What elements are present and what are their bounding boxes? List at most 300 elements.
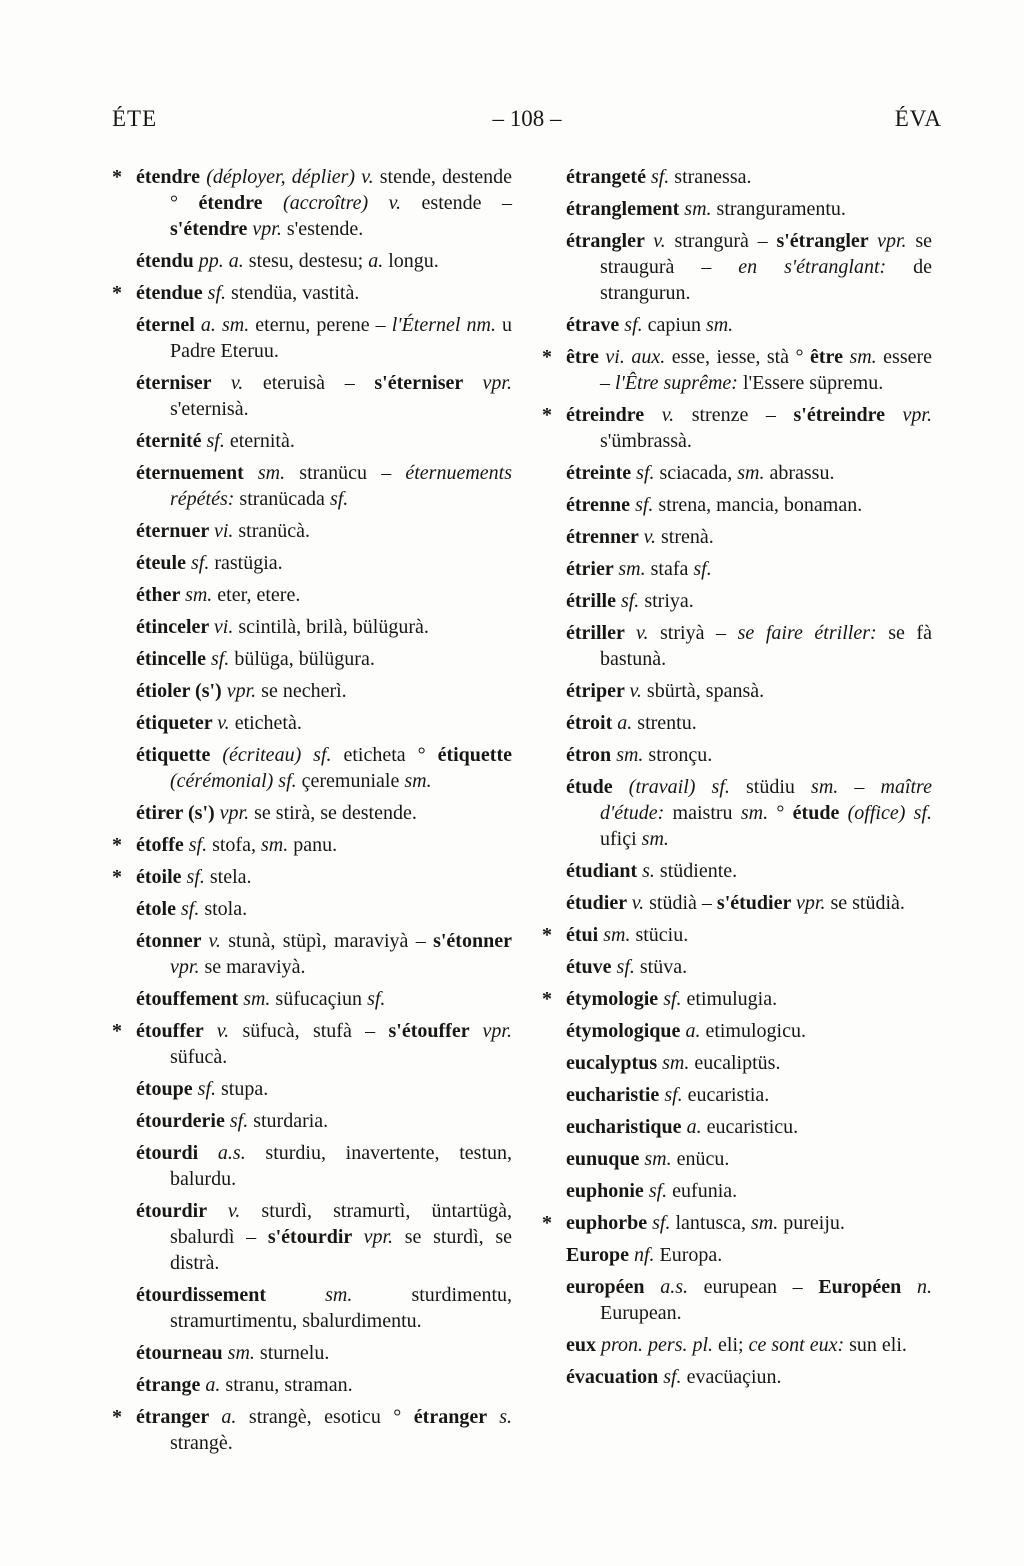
grammar-label: pp. a. <box>198 250 249 272</box>
headword: étranger <box>413 1406 500 1428</box>
grammar-label: sf. <box>197 1078 222 1100</box>
dictionary-entry <box>112 614 512 640</box>
translation-text: eli; <box>718 1334 749 1356</box>
headword: évacuation <box>566 1366 664 1388</box>
dictionary-entry <box>542 556 932 582</box>
translation-text: essere – <box>600 346 933 394</box>
translation-text: eucaristia. <box>687 1084 770 1106</box>
grammar-label: sm. <box>684 198 717 220</box>
dictionary-entry <box>542 164 932 190</box>
translation-text: Eurupean. <box>600 1302 682 1324</box>
translation-text: çeremuniale <box>301 770 405 792</box>
grammar-label: n. <box>917 1276 932 1298</box>
headword: s'étrangler <box>776 230 878 252</box>
dictionary-entry <box>112 710 512 736</box>
grammar-label: a. <box>221 1406 249 1428</box>
translation-text: enücu. <box>676 1148 730 1170</box>
dictionary-entry <box>112 248 512 274</box>
dictionary-entry <box>542 524 932 550</box>
dictionary-entry <box>112 428 512 454</box>
headword: étrille <box>566 590 621 612</box>
translation-text: – <box>854 776 881 798</box>
headword: être <box>566 346 606 368</box>
grammar-label: vpr. <box>482 1020 512 1042</box>
headword: étrange <box>136 1374 206 1396</box>
grammar-label: sf. <box>210 648 235 670</box>
headword: étranger <box>136 1406 222 1428</box>
dictionary-entry <box>112 928 512 980</box>
grammar-label: (accroître) v. <box>283 192 422 214</box>
dictionary-entry <box>542 858 932 884</box>
translation-text: stela. <box>209 866 252 888</box>
translation-text: stüdiente. <box>659 860 738 882</box>
headword: s'étreindre <box>793 404 903 426</box>
headword: étourdi <box>136 1142 218 1164</box>
dictionary-entry <box>112 1372 512 1398</box>
grammar-label: sm. <box>243 988 276 1010</box>
grammar-label: (office) sf. <box>847 802 933 824</box>
translation-text: stüva. <box>639 956 688 978</box>
dictionary-entry <box>112 1198 512 1276</box>
dictionary-entry <box>542 954 932 980</box>
translation-text: eticheta ° <box>343 744 438 766</box>
grammar-label: sf. <box>635 494 659 516</box>
grammar-label: v. <box>653 230 675 252</box>
translation-text: s'estende. <box>286 218 364 240</box>
grammar-label: (déployer, déplier) v. <box>206 166 380 188</box>
translation-text: stüciu. <box>635 924 689 946</box>
translation-text: maistru <box>672 802 741 824</box>
translation-text: stranücà. <box>238 520 311 542</box>
headword: étrangler <box>566 230 654 252</box>
dictionary-entry <box>542 402 932 454</box>
grammar-label: v. <box>217 712 235 734</box>
grammar-label: sf. <box>663 988 687 1010</box>
translation-text: sun eli. <box>849 1334 907 1356</box>
translation-text: se sturdì, se distrà. <box>170 1226 512 1274</box>
grammar-label: sm. <box>811 776 855 798</box>
grammar-label: v. <box>631 892 650 914</box>
homograph-star-icon: * <box>112 282 122 304</box>
headword: eucalyptus <box>566 1052 663 1074</box>
headword: étendre <box>198 192 284 214</box>
headword: étranglement <box>566 198 685 220</box>
dictionary-entry <box>112 518 512 544</box>
headword: étonner <box>136 930 209 952</box>
translation-text: stranu, straman. <box>225 1374 353 1396</box>
translation-text: stüdiu <box>746 776 812 798</box>
grammar-label: sm. <box>740 802 777 824</box>
translation-text: se necherì. <box>261 680 347 702</box>
grammar-label: sf. <box>693 558 712 580</box>
headword: étude <box>566 776 629 798</box>
grammar-label: éternuements répétés: <box>170 462 512 510</box>
translation-text: strangurà – <box>674 230 777 252</box>
translation-text: strangè, esoticu ° <box>248 1406 414 1428</box>
translation-text: pureiju. <box>783 1212 845 1234</box>
dictionary-entry <box>542 1242 932 1268</box>
headword: étiquette <box>437 744 512 766</box>
dictionary-entry <box>112 1282 512 1334</box>
headword: s'étendre <box>170 218 253 240</box>
headword: eunuque <box>566 1148 645 1170</box>
dictionary-entry <box>112 1018 512 1070</box>
headword: étude <box>792 802 848 824</box>
grammar-label: sm. <box>325 1284 412 1306</box>
grammar-label: sf. <box>650 166 675 188</box>
headword: étrier <box>566 558 619 580</box>
headword: étole <box>136 898 181 920</box>
headword: étinceler <box>136 616 214 638</box>
translation-text: strenze – <box>691 404 794 426</box>
dictionary-entry <box>542 890 932 916</box>
translation-text: se stüdià. <box>830 892 905 914</box>
translation-text: Europa. <box>659 1244 723 1266</box>
grammar-label: sf. <box>367 988 386 1010</box>
translation-text: scintilà, brilà, bülügurà. <box>238 616 429 638</box>
dictionary-entry <box>542 620 932 672</box>
translation-text: strentu. <box>637 712 697 734</box>
translation-text: rastügia. <box>214 552 283 574</box>
headword: étoupe <box>136 1078 198 1100</box>
grammar-label: a.s. <box>217 1142 266 1164</box>
translation-text: etimulogicu. <box>705 1020 806 1042</box>
translation-text: stüdià – <box>649 892 717 914</box>
translation-text: ufiçi <box>600 828 642 850</box>
dictionary-entry <box>542 588 932 614</box>
grammar-label: (travail) sf. <box>628 776 747 798</box>
homograph-star-icon: * <box>112 1020 122 1042</box>
dictionary-entry <box>112 550 512 576</box>
grammar-label: sm. <box>737 462 770 484</box>
translation-text: eternu, perene – <box>255 314 392 336</box>
headword: euphonie <box>566 1180 649 1202</box>
headword: étourneau <box>136 1342 228 1364</box>
grammar-label: sm. <box>618 558 651 580</box>
grammar-label: maître d'étude: <box>600 776 932 824</box>
grammar-label: sm. <box>227 1342 260 1364</box>
translation-text: stranessa. <box>674 166 752 188</box>
grammar-label: v. <box>629 680 647 702</box>
homograph-star-icon: * <box>542 404 552 426</box>
dictionary-entry <box>112 582 512 608</box>
grammar-label: sm. <box>616 744 649 766</box>
dictionary-entry <box>112 370 512 422</box>
headword: étriller <box>566 622 637 644</box>
headword: étymologique <box>566 1020 686 1042</box>
translation-text: stronçu. <box>648 744 713 766</box>
grammar-label: sf. <box>664 1084 688 1106</box>
dictionary-entry <box>112 1076 512 1102</box>
translation-text: stupa. <box>221 1078 269 1100</box>
dictionary-entry <box>112 460 512 512</box>
headword: étudier <box>566 892 632 914</box>
grammar-label: vpr. <box>363 1226 405 1248</box>
dictionary-entry <box>112 312 512 364</box>
grammar-label: a. <box>685 1020 706 1042</box>
headword: éterniser <box>136 372 231 394</box>
headword: euphorbe <box>566 1212 653 1234</box>
grammar-label: pron. pers. pl. <box>601 1334 719 1356</box>
translation-text: stofa, <box>212 834 261 856</box>
translation-text: strenà. <box>660 526 714 548</box>
headword: éternuement <box>136 462 258 484</box>
dictionary-entry <box>112 164 512 242</box>
translation-text: u Padre Eteruu. <box>170 314 512 362</box>
dictionary-entry <box>542 1050 932 1076</box>
dictionary-entry <box>112 800 512 826</box>
translation-text: striyà – <box>660 622 738 644</box>
grammar-label: sm. <box>260 834 294 856</box>
headword: étourdir <box>136 1200 228 1222</box>
headword: étendu <box>136 250 199 272</box>
translation-text: stranguramentu. <box>716 198 846 220</box>
headword: éteule <box>136 552 191 574</box>
dictionary-entry <box>542 742 932 768</box>
translation-text: süfucà. <box>170 1046 228 1068</box>
grammar-label: sf. <box>206 430 230 452</box>
translation-text: sturdì, stramurtì, üntartügà, sbalurdì – <box>170 1200 512 1248</box>
translation-text: se stirà, se destende. <box>254 802 417 824</box>
dictionary-entry <box>542 312 932 338</box>
translation-text: stunà, stüpì, maraviyà – <box>228 930 434 952</box>
translation-text: stendüa, vastità. <box>231 282 360 304</box>
grammar-label: ce sont eux: <box>748 1334 850 1356</box>
grammar-label: sm. <box>603 924 636 946</box>
dictionary-entry <box>112 1140 512 1192</box>
translation-text: etichetà. <box>234 712 302 734</box>
translation-text: eternità. <box>229 430 295 452</box>
translation-text: eter, etere. <box>217 584 301 606</box>
grammar-label: a. <box>617 712 638 734</box>
grammar-label: (cérémonial) sf. <box>170 770 302 792</box>
grammar-label: sm. <box>662 1052 695 1074</box>
homograph-star-icon: * <box>542 924 552 946</box>
dictionary-entry <box>112 742 512 794</box>
grammar-label: sm. <box>705 314 734 336</box>
dictionary-entry <box>112 986 512 1012</box>
translation-text: sciacada, <box>659 462 738 484</box>
grammar-label: sf. <box>663 1366 687 1388</box>
headword: éther <box>136 584 186 606</box>
grammar-label: a. <box>686 1116 707 1138</box>
homograph-star-icon: * <box>112 834 122 856</box>
headword: éternuer <box>136 520 214 542</box>
translation-text: s'eternisà. <box>170 398 249 420</box>
grammar-label: sf. <box>648 1180 673 1202</box>
headword: étourderie <box>136 1110 230 1132</box>
translation-text: stende, destende ° <box>170 166 512 214</box>
dictionary-entry <box>542 492 932 518</box>
translation-text: s'ümbrassà. <box>600 430 692 452</box>
dictionary-entry <box>112 1108 512 1134</box>
dictionary-entry <box>112 280 512 306</box>
homograph-star-icon: * <box>112 866 122 888</box>
headword: éternel <box>136 314 201 336</box>
translation-text: stola. <box>204 898 248 920</box>
translation-text: l'Essere süpremu. <box>742 372 884 394</box>
dictionary-entry <box>112 1340 512 1366</box>
dictionary-entry <box>542 228 932 306</box>
translation-text: capiun <box>647 314 706 336</box>
grammar-label: sm. <box>849 346 884 368</box>
grammar-label: a.s. <box>660 1276 704 1298</box>
headword: Européen <box>818 1276 917 1298</box>
headword: étoile <box>136 866 187 888</box>
grammar-label: vpr. <box>226 680 262 702</box>
translation-text: sturdaria. <box>253 1110 329 1132</box>
grammar-label: (écriteau) sf. <box>222 744 344 766</box>
translation-text: panu. <box>293 834 338 856</box>
translation-text: esse, iesse, stà ° <box>671 346 811 368</box>
translation-text: eucaristicu. <box>706 1116 799 1138</box>
headword: étiqueter <box>136 712 218 734</box>
grammar-label: sf. <box>188 834 213 856</box>
dictionary-entry <box>112 832 512 858</box>
translation-text: strena, mancia, bonaman. <box>658 494 863 516</box>
translation-text: abrassu. <box>769 462 835 484</box>
headword: eucharistique <box>566 1116 687 1138</box>
translation-text: bülüga, bülügura. <box>234 648 375 670</box>
translation-text: sturdiu, inavertente, testun, balurdu. <box>170 1142 512 1190</box>
grammar-label: s. <box>499 1406 513 1428</box>
dictionary-entry <box>112 896 512 922</box>
headword: étriper <box>566 680 630 702</box>
headword: étouffer <box>136 1020 217 1042</box>
homograph-star-icon: * <box>112 1406 122 1428</box>
translation-text: sturdimentu, stramurtimentu, sbalurdimentu. <box>170 1284 512 1332</box>
headword: étouffement <box>136 988 244 1010</box>
dictionary-entry <box>542 1018 932 1044</box>
homograph-star-icon: * <box>542 988 552 1010</box>
headword: étirer (s') <box>136 802 220 824</box>
grammar-label: v. <box>661 404 692 426</box>
headword: étioler (s') <box>136 680 227 702</box>
grammar-label: vpr. <box>170 956 205 978</box>
page-number: – 108 – <box>492 106 562 131</box>
grammar-label: a. sm. <box>200 314 256 336</box>
dictionary-entry <box>112 678 512 704</box>
translation-text: stafa <box>650 558 694 580</box>
headword: s'étourdir <box>267 1226 364 1248</box>
right-column <box>542 164 932 1462</box>
translation-text: stranücu – <box>299 462 406 484</box>
grammar-label: v. <box>636 622 661 644</box>
dictionary-entry <box>542 344 932 396</box>
dictionary-entry <box>542 1210 932 1236</box>
translation-text: evacüaçiun. <box>686 1366 782 1388</box>
headword: eucharistie <box>566 1084 665 1106</box>
translation-text: stranücada <box>239 488 330 510</box>
headword: s'étudier <box>716 892 796 914</box>
grammar-label: sm. <box>185 584 218 606</box>
headword: étoffe <box>136 834 189 856</box>
dictionary-entry <box>542 1114 932 1140</box>
text-columns <box>112 164 942 1462</box>
dictionary-entry <box>542 1274 932 1326</box>
grammar-label: sf. <box>186 866 210 888</box>
headword: étincelle <box>136 648 211 670</box>
grammar-label: vi. <box>213 616 239 638</box>
grammar-label: nf. <box>633 1244 660 1266</box>
grammar-label: a. <box>368 250 389 272</box>
translation-text: sbürtà, spansà. <box>646 680 765 702</box>
translation-text: se fà bastunà. <box>600 622 932 670</box>
grammar-label: sm. <box>257 462 300 484</box>
grammar-label: vpr. <box>252 218 287 240</box>
dictionary-entry <box>542 1082 932 1108</box>
translation-text: striya. <box>644 590 694 612</box>
grammar-label: vi. <box>213 520 239 542</box>
grammar-label: v. <box>643 526 661 548</box>
headword: européen <box>566 1276 661 1298</box>
translation-text: longu. <box>388 250 439 272</box>
grammar-label: sf. <box>616 956 640 978</box>
headword: étrangeté <box>566 166 651 188</box>
grammar-label: sm. <box>644 1148 677 1170</box>
headword: étreindre <box>566 404 662 426</box>
headword: étrenne <box>566 494 636 516</box>
grammar-label: v. <box>227 1200 262 1222</box>
translation-text: etimulugia. <box>686 988 778 1010</box>
grammar-label: v. <box>208 930 229 952</box>
grammar-label: a. <box>205 1374 226 1396</box>
grammar-label: l'Être suprême: <box>615 372 743 394</box>
grammar-label: s. <box>642 860 660 882</box>
headword: étrave <box>566 314 625 336</box>
headword: étourdissement <box>136 1284 326 1306</box>
grammar-label: vpr. <box>219 802 255 824</box>
page-header <box>112 106 942 132</box>
grammar-label: sf. <box>190 552 215 574</box>
headword: étui <box>566 924 604 946</box>
headword: s'éterniser <box>374 372 483 394</box>
translation-text: eurupean – <box>703 1276 819 1298</box>
headword: s'étouffer <box>388 1020 483 1042</box>
grammar-label: l'Éternel nm. <box>391 314 502 336</box>
grammar-label: sf. <box>207 282 232 304</box>
grammar-label: vpr. <box>902 404 932 426</box>
dictionary-entry <box>542 710 932 736</box>
translation-text: stesu, destesu; <box>248 250 369 272</box>
headword: étendre <box>136 166 207 188</box>
grammar-label: en s'étranglant: <box>738 256 914 278</box>
translation-text: eucaliptüs. <box>694 1052 781 1074</box>
headword: eux <box>566 1334 601 1356</box>
translation-text: se maraviyà. <box>204 956 306 978</box>
headword: s'étonner <box>433 930 512 952</box>
grammar-label: sm. <box>751 1212 784 1234</box>
homograph-star-icon: * <box>112 166 122 188</box>
dictionary-entry <box>542 774 932 852</box>
translation-text: se straugurà – <box>600 230 932 278</box>
headword: éternité <box>136 430 207 452</box>
dictionary-entry <box>112 1404 512 1456</box>
headword: Europe <box>566 1244 634 1266</box>
grammar-label: vpr. <box>796 892 831 914</box>
dictionary-entry <box>542 1364 932 1390</box>
headword: étiquette <box>136 744 223 766</box>
translation-text: de strangurun. <box>600 256 932 304</box>
grammar-label: vpr. <box>482 372 512 394</box>
dictionary-entry <box>542 678 932 704</box>
grammar-label: vpr. <box>877 230 916 252</box>
grammar-label: sf. <box>624 314 648 336</box>
grammar-label: sm. <box>641 828 669 850</box>
guide-word-left: ÉTE <box>112 106 158 131</box>
dictionary-entry <box>542 1178 932 1204</box>
grammar-label: sf. <box>180 898 205 920</box>
